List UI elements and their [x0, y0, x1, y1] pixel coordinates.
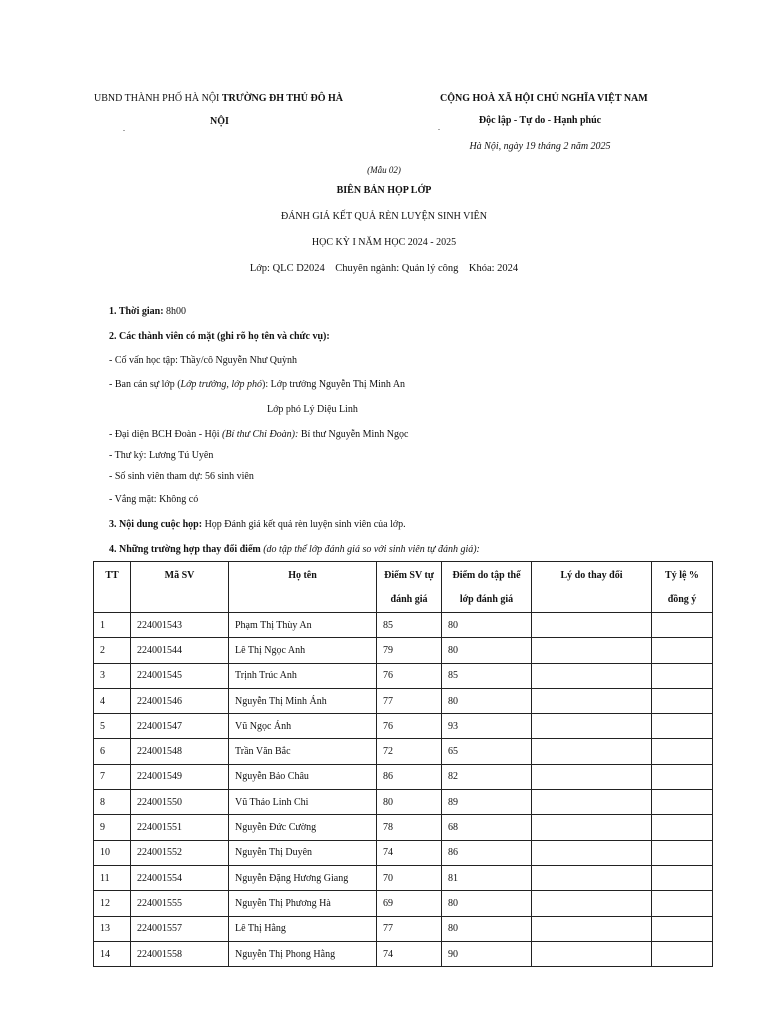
table-row	[94, 891, 713, 916]
cell-class-score: 85	[442, 663, 532, 688]
cell-self-score: 76	[377, 663, 442, 688]
cell-class-score: 80	[442, 891, 532, 916]
national-motto: Độc lập - Tự do - Hạnh phúc	[478, 115, 602, 126]
officers-roles: Lớp trưởng, lớp phó	[180, 379, 263, 390]
cell-self-score: 74	[377, 840, 442, 865]
cell-student-id: 224001547	[131, 714, 229, 739]
cell-reason	[532, 916, 652, 941]
cell-student-id: 224001545	[131, 663, 229, 688]
cell-student-id: 224001554	[131, 865, 229, 890]
cell-tt: 6	[94, 739, 131, 764]
table-row	[94, 739, 713, 764]
cell-agree-ratio	[652, 688, 713, 713]
cell-class-score: 68	[442, 815, 532, 840]
cell-full-name: Vũ Thảo Linh Chi	[229, 790, 377, 815]
cell-full-name: Vũ Ngọc Ánh	[229, 714, 377, 739]
cell-agree-ratio	[652, 916, 713, 941]
header-student-id: Mã SV	[131, 562, 229, 613]
cell-self-score: 77	[377, 916, 442, 941]
header-tt: TT	[94, 562, 131, 613]
cell-class-score: 80	[442, 916, 532, 941]
cell-full-name: Nguyễn Thị Phương Hà	[229, 891, 377, 916]
cell-student-id: 224001557	[131, 916, 229, 941]
cell-reason	[532, 739, 652, 764]
table-row	[94, 714, 713, 739]
cell-full-name: Phạm Thị Thùy An	[229, 613, 377, 638]
table-row	[94, 865, 713, 890]
cell-class-score: 81	[442, 865, 532, 890]
header-full-name: Họ tên	[229, 562, 377, 613]
national-title: CỘNG HOÀ XÃ HỘI CHỦ NGHĨA VIỆT NAM	[440, 93, 648, 104]
cell-student-id: 224001558	[131, 941, 229, 966]
cell-class-score: 80	[442, 688, 532, 713]
cell-class-score: 93	[442, 714, 532, 739]
officers-prefix: - Ban cán sự lớp (	[109, 379, 181, 390]
cell-reason	[532, 815, 652, 840]
cell-student-id: 224001546	[131, 688, 229, 713]
cell-agree-ratio	[652, 613, 713, 638]
attendance-line: - Số sinh viên tham dự: 56 sinh viên	[109, 471, 254, 482]
cell-agree-ratio	[652, 891, 713, 916]
cell-reason	[532, 790, 652, 815]
cell-reason	[532, 688, 652, 713]
header-agree-ratio: Tỷ lệ % đồng ý	[652, 562, 713, 613]
changes-line	[109, 544, 480, 555]
absent-line: - Vắng mặt: Không có	[109, 494, 199, 505]
cell-tt: 3	[94, 663, 131, 688]
cell-reason	[532, 941, 652, 966]
cell-self-score: 78	[377, 815, 442, 840]
cell-tt: 4	[94, 688, 131, 713]
cell-reason	[532, 840, 652, 865]
cell-agree-ratio	[652, 815, 713, 840]
cell-class-score: 82	[442, 764, 532, 789]
cell-reason	[532, 891, 652, 916]
header-left	[94, 93, 343, 104]
officers-names: ): Lớp trưởng Nguyễn Thị Minh An	[262, 379, 406, 390]
cell-full-name: Trần Văn Bắc	[229, 739, 377, 764]
table-row	[94, 764, 713, 789]
cell-class-score: 65	[442, 739, 532, 764]
cell-agree-ratio	[652, 941, 713, 966]
school-name-line2: NỘI	[210, 116, 229, 127]
cell-self-score: 74	[377, 941, 442, 966]
cell-agree-ratio	[652, 739, 713, 764]
officers-line	[109, 379, 405, 390]
score-change-table	[93, 561, 713, 967]
cell-class-score: 80	[442, 638, 532, 663]
cell-student-id: 224001550	[131, 790, 229, 815]
cell-self-score: 72	[377, 739, 442, 764]
header-right-dot: .	[438, 123, 440, 132]
cell-class-score: 90	[442, 941, 532, 966]
cell-tt: 12	[94, 891, 131, 916]
city-committee: UBND THÀNH PHỐ HÀ NỘI	[94, 93, 220, 104]
table-body	[94, 613, 713, 967]
cell-full-name: Nguyễn Thị Minh Ánh	[229, 688, 377, 713]
header-self-score: Điểm SV tự đánh giá	[377, 562, 442, 613]
union-role: (Bí thư Chi Đoàn):	[222, 429, 299, 440]
cell-self-score: 85	[377, 613, 442, 638]
cell-reason	[532, 663, 652, 688]
content-value: Họp Đánh giá kết quả rèn luyện sinh viên của lớp.	[202, 519, 406, 530]
cell-student-id: 224001555	[131, 891, 229, 916]
cell-student-id: 224001551	[131, 815, 229, 840]
cell-agree-ratio	[652, 638, 713, 663]
cell-agree-ratio	[652, 865, 713, 890]
cell-reason	[532, 764, 652, 789]
document-subtitle-2: HỌC KỲ I NĂM HỌC 2024 - 2025	[311, 237, 457, 248]
cell-full-name: Nguyễn Đặng Hương Giang	[229, 865, 377, 890]
cell-agree-ratio	[652, 764, 713, 789]
cell-agree-ratio	[652, 663, 713, 688]
cell-student-id: 224001543	[131, 613, 229, 638]
advisor-line: - Cố vấn học tập: Thầy/cô Nguyễn Như Quỳnh	[109, 355, 297, 366]
cell-tt: 14	[94, 941, 131, 966]
cell-tt: 11	[94, 865, 131, 890]
cell-student-id: 224001544	[131, 638, 229, 663]
vice-monitor-line: Lớp phó Lý Diệu Linh	[267, 404, 358, 415]
cell-agree-ratio	[652, 714, 713, 739]
cell-class-score: 86	[442, 840, 532, 865]
cell-tt: 8	[94, 790, 131, 815]
table-row	[94, 916, 713, 941]
cell-self-score: 79	[377, 638, 442, 663]
cell-agree-ratio	[652, 790, 713, 815]
cell-self-score: 86	[377, 764, 442, 789]
table-header-row	[94, 562, 713, 613]
document-subtitle-1: ĐÁNH GIÁ KẾT QUẢ RÈN LUYỆN SINH VIÊN	[280, 211, 487, 222]
cell-full-name: Nguyễn Bảo Châu	[229, 764, 377, 789]
content-label: 3. Nội dung cuộc họp:	[109, 519, 203, 530]
members-heading: 2. Các thành viên có mặt (ghi rõ họ tên và chức vụ):	[109, 331, 330, 342]
class-info: Lớp: QLC D2024 Chuyên ngành: Quản lý công Khóa: 2024	[249, 263, 519, 274]
cell-reason	[532, 714, 652, 739]
content-line	[109, 519, 406, 530]
cell-full-name: Trịnh Trúc Anh	[229, 663, 377, 688]
union-prefix: - Đại diện BCH Đoàn - Hội	[109, 429, 223, 440]
cell-agree-ratio	[652, 840, 713, 865]
table-row	[94, 815, 713, 840]
cell-tt: 10	[94, 840, 131, 865]
document-date: Hà Nội, ngày 19 tháng 2 năm 2025	[469, 141, 611, 152]
cell-reason	[532, 638, 652, 663]
cell-full-name: Nguyễn Đức Cường	[229, 815, 377, 840]
cell-full-name: Lê Thị Ngọc Anh	[229, 638, 377, 663]
header-class-score: Điểm do tập thể lớp đánh giá	[442, 562, 532, 613]
changes-note: (do tập thể lớp đánh giá so với sinh viên tự đánh giá):	[260, 544, 480, 555]
cell-class-score: 80	[442, 613, 532, 638]
cell-self-score: 77	[377, 688, 442, 713]
table-row	[94, 790, 713, 815]
cell-student-id: 224001548	[131, 739, 229, 764]
changes-label: 4. Những trường hợp thay đổi điểm	[109, 544, 261, 555]
cell-reason	[532, 613, 652, 638]
secretary-line: - Thư ký: Lương Tú Uyên	[109, 450, 214, 461]
school-name-line1: TRƯỜNG ĐH THỦ ĐÔ HÀ	[221, 93, 343, 104]
cell-tt: 2	[94, 638, 131, 663]
cell-full-name: Nguyễn Thị Phong Hằng	[229, 941, 377, 966]
table-row	[94, 613, 713, 638]
time-value: 8h00	[166, 306, 187, 317]
cell-tt: 9	[94, 815, 131, 840]
cell-tt: 13	[94, 916, 131, 941]
header-left-dot: .	[123, 124, 125, 133]
table-row	[94, 688, 713, 713]
cell-self-score: 80	[377, 790, 442, 815]
cell-self-score: 76	[377, 714, 442, 739]
cell-tt: 5	[94, 714, 131, 739]
table-row	[94, 663, 713, 688]
cell-student-id: 224001549	[131, 764, 229, 789]
cell-tt: 1	[94, 613, 131, 638]
table-row	[94, 840, 713, 865]
cell-self-score: 69	[377, 891, 442, 916]
cell-reason	[532, 865, 652, 890]
cell-self-score: 70	[377, 865, 442, 890]
union-name: Bí thư Nguyễn Minh Ngọc	[298, 429, 409, 440]
table-row	[94, 941, 713, 966]
cell-class-score: 89	[442, 790, 532, 815]
form-number: (Mẫu 02)	[367, 165, 401, 175]
table-row	[94, 638, 713, 663]
time-line	[109, 306, 186, 317]
cell-tt: 7	[94, 764, 131, 789]
document-title: BIÊN BẢN HỌP LỚP	[336, 185, 432, 196]
cell-full-name: Lê Thị Hằng	[229, 916, 377, 941]
time-label: 1. Thời gian:	[109, 306, 164, 317]
header-reason: Lý do thay đổi	[532, 562, 652, 613]
cell-student-id: 224001552	[131, 840, 229, 865]
union-line	[109, 429, 408, 440]
cell-full-name: Nguyễn Thị Duyên	[229, 840, 377, 865]
